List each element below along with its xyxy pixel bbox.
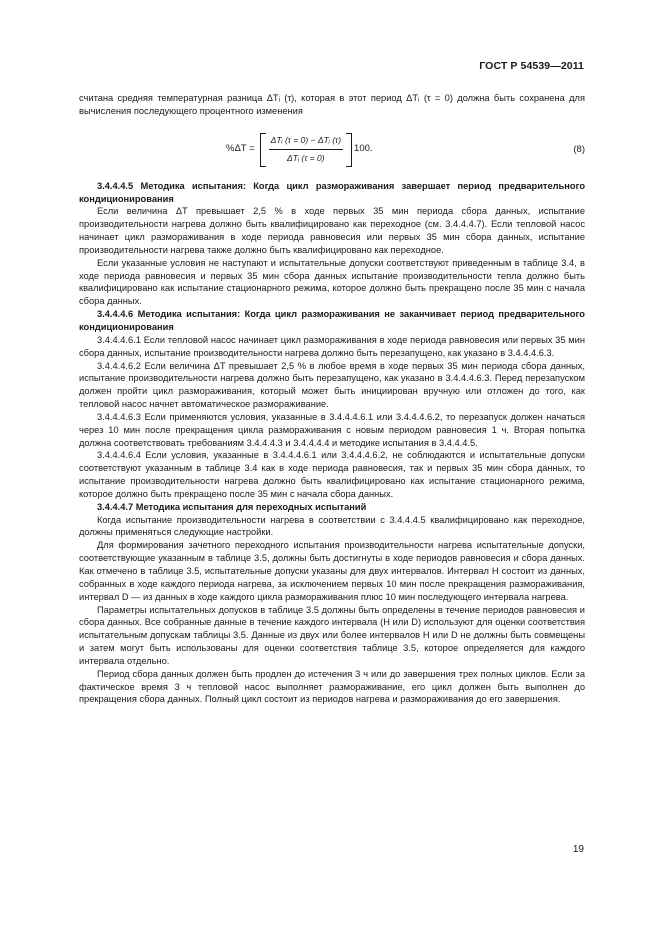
paragraph: 3.4.4.4.6.4 Если условия, указанные в 3.4.4.4.6.1 или 3.4.4.4.6.2, не соблюдаются и испытательные допуски соответствуют указанным в таблице 3.4 как в ходе периода равновесия, так и первых 35 мин сбора данных, то испытание производительности нагрева должно быть квалифицировано как испытание стационарного режима, которое должно быть прекращено после 35 мин с начала сбора данных. [79,450,585,499]
paragraph: Если величина ΔT превышает 2,5 % в ходе первых 35 мин периода сбора данных, испытание производительности нагрева должно быть квалифицировано как переходное (см. 3.4.4.4.7). Если тепловой насос начинает цикл размораживания в ходе периода равновесия или первых 35 мин сбора данных, испытание производительности нагрева также должно быть квалифицировано как переходное. [79,206,585,255]
intro-paragraph: считана средняя температурная разница ΔTᵢ (τ), которая в этот период ΔTᵢ (τ = 0) должна быть сохранена для вычисления последующего процентного изменения [79,93,585,116]
paragraph: Параметры испытательных допусков в таблице 3.5 должны быть определены в течение периодов равновесия и сбора данных. Все собранные данные в течение каждого интервала (H или D) используют для оценки соответствия испытательным допускам таблицы 3.5. Данные из двух или более интервалов H или D не должны быть совмещены и затем могут быть использованы для оценки соответствия таблице 3.5, которое определяется для каждого интервала отдельно. [79,604,585,666]
paragraph: 3.4.4.4.6.2 Если величина ΔT превышает 2,5 % в любое время в ходе первых 35 мин периода сбора данных, испытание производительности нагрева должно быть перезапущено, как указано в 3.4.4.4.6.3. Перед перезапуском должен пройти цикл размораживания, который может быть инициирован вручную или отложен до того, как тепловой насос начнет автоматическое размораживание. [79,360,585,410]
paragraph: 3.4.4.4.6.3 Если применяются условия, указанные в 3.4.4.4.6.1 или 3.4.4.4.6.2, то перезапуск должен начаться через 10 мин после прекращения цикла размораживания с новым периодом равновесия 1 ч. Вторая попытка должна соответствовать требованиям 3.4.4.4.3 и 3.4.4.4.4 и методике испытания в 3.4.4.4.5. [79,411,585,448]
section-heading-5: 3.4.4.4.5 Методика испытания: Когда цикл размораживания завершает период предварительного кондиционирования [79,180,585,204]
page-number: 19 [572,844,584,855]
formula-numerator: ΔTᵢ (τ = 0) − ΔTᵢ (τ) [269,134,343,150]
right-bracket [346,133,352,167]
section-heading-6: 3.4.4.4.6 Методика испытания: Когда цикл размораживания не заканчивает период предварительного кондиционирования [79,309,585,332]
paragraph: Для формирования зачетного переходного испытания производительности нагрева испытательные допуски, соответствующие указанным в таблице 3.5, должны быть достигнуты в ходе периодов равновесия и сбора данных. Как отмечено в таблице 3.5, испытательные допуски указаны для двух интервалов. Интервал H состоит из данных, собранных в ходе каждого периода нагрева, за исключением первых 10 мин после прекращения размораживания, интервал D — из данных в ходе каждого цикла размораживания плюс 10 мин последующего интервала нагрева. [79,540,585,602]
formula-number: (8) [573,143,585,155]
formula-multiplier: 100. [354,143,373,155]
paragraph: Когда испытание производительности нагрева в соответствии с 3.4.4.4.5 квалифицировано как переходное, должны применяться следующие настройки. [79,514,585,538]
formula-lhs: %ΔT = [226,143,255,155]
paragraph: Период сбора данных должен быть продлен до истечения 3 ч или до завершения трех полных циклов. Если за фактическое время 3 ч тепловой насос выполняет размораживание, его цикл должен быть выполнен до прекращения сбора данных. Полный цикл состоит из периодов нагрева и размораживания до его завершения. [79,668,585,705]
paragraph: Если указанные условия не наступают и испытательные допуски соответствуют приведенным в таблице 3.4, в ходе периода равновесия и первых 35 мин сбора данных испытание производительности тепла должно быть квалифицировано как испытание стационарного режима, которое должно быть прекращено после 35 мин с начала сбора данных. [79,257,585,307]
section-heading-7: 3.4.4.4.7 Методика испытания для переходных испытаний [97,501,367,512]
formula-denominator: ΔTᵢ (τ = 0) [287,153,325,164]
formula-body [226,130,373,170]
page-content [79,92,585,706]
paragraph: 3.4.4.4.6.1 Если тепловой насос начинает цикл размораживания в ходе периода равновесия или первых 35 мин сбора данных, испытание производительности нагрева должно быть перезапущено, как указано в 3.4.4.4.6.3. [79,334,585,358]
formula-8 [79,130,585,170]
formula-fraction [266,134,346,165]
document-header: ГОСТ Р 54539—2011 [479,60,584,72]
